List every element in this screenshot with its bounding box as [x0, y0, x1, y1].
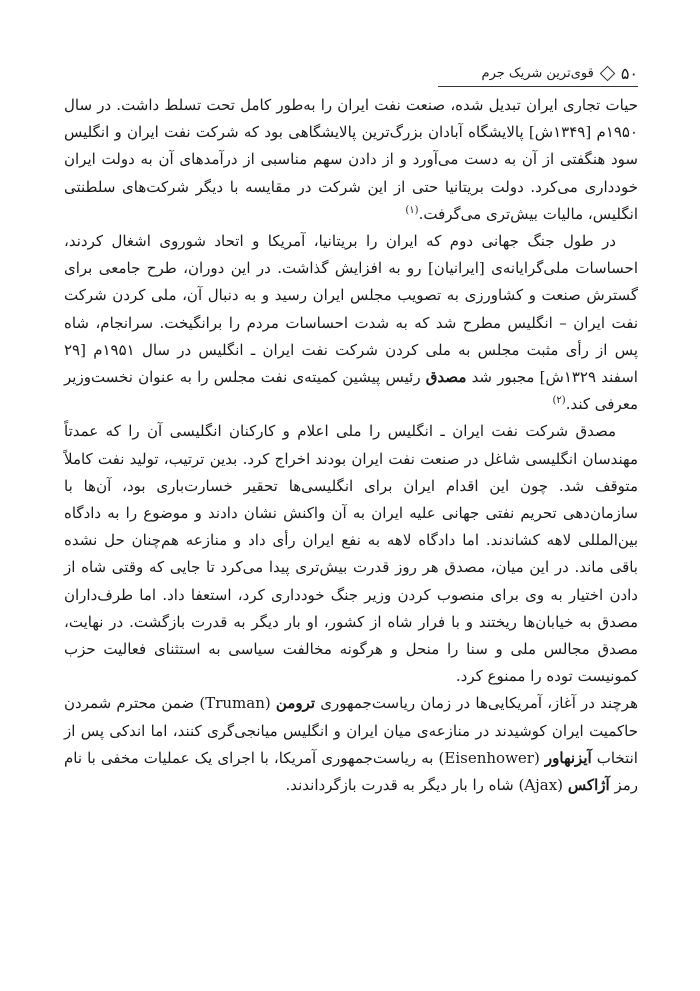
paragraph-2-text-after: رئیس پیشین کمیته‌ی نفت مجلس را به عنوان نخست‌وزیر معرفی کند.: [64, 368, 638, 414]
paragraph-4-part-3: به ریاست‌جمهوری آمریکا، با اجرای یک عملیات مخفی با نام رمز: [64, 748, 638, 795]
bold-name-mosaddegh: مصدق: [425, 368, 467, 387]
paragraph-4: [64, 690, 638, 799]
paragraph-3: [64, 418, 638, 690]
paragraph-4-part-1: هرچند در آغاز، آمریکایی‌ها در زمان ریاست‌جمهوری: [320, 694, 638, 713]
bold-name-eisenhower: آیزنهاور: [544, 748, 592, 767]
footnote-ref-2: (۲): [552, 395, 566, 407]
paragraph-4-part-4: شاه را بار دیگر به قدرت بازگرداندند.: [285, 776, 514, 795]
paragraph-2-text: در طول جنگ جهانی دوم که ایران را بریتانیا، آمریکا و اتحاد شوروی اشغال کردند، احساسات ملی‌گرایانه‌ی [ایرانیان] رو به افزایش گذاشت. در این دوران، طرح جامعی برای گسترش صنعت و کشاورزی به تصویب مجلس ایران رسید و به دنبال آن، ملی کردن شرکت نفت ایران – انگلیس مطرح شد که به شدت احساسات مردم را برانگیخت. سرانجام، شاه پس از رأی مثبت مجلس به ملی کردن شرکت نفت ایران ـ انگلیس در سال ۱۹۵۱م [۲۹ اسفند ۱۳۲۹ش] مجبور شد: [64, 232, 638, 387]
footnote-ref-1: (۱): [405, 204, 419, 216]
latin-name-truman: (Truman): [199, 694, 271, 713]
header-rule: [438, 86, 638, 87]
page-header: [418, 61, 638, 85]
paragraph-1: [64, 92, 638, 228]
paragraph-4-part-2: ضمن محترم شمردن حاکمیت ایران کوشیدند در منازعه‌ی میان ایران و انگلیس میانجی‌گری کنند، اما اندکی پس از انتخاب: [64, 694, 638, 767]
bold-name-truman: ترومن: [275, 694, 316, 713]
paragraph-3-text: مصدق شرکت نفت ایران ـ انگلیس را ملی اعلام و کارکنان انگلیسی آن را که عمدتاً مهندسان انگلیسی شاغل در صنعت نفت ایران بودند اخراج کرد. بدین ترتیب، تولید نفت کاملاً متوقف شد. چون این اقدام ایران برای انگلیسی‌ها تحقیر خسارت‌باری بود، آن‌ها با سازمان‌دهی تحریم نفتی جهانی علیه ایران به آن واکنش نشان دادند و موضوع را به دادگاه بین‌المللی لاهه کشاندند. اما دادگاه لاهه به نفع ایران رأی داد و منازعه هم‌چنان حل نشده باقی ماند. در این میان، مصدق هر روز قدرت بیش‌تری پیدا می‌کرد تا جایی که وقتی شاه از دادن اختیار به وی برای منصوب کردن وزیر جنگ خودداری کرد، استعفا داد. اما طرف‌داران مصدق به خیابان‌ها ریختند و با فرار شاه از کشور، او بار دیگر به قدرت بازگشت. در نهایت، مصدق مجالس ملی و سنا را منحل و هرگونه مخالفت سیاسی به استثنای فعالیت حزب کمونیست توده را ممنوع کرد.: [64, 422, 638, 686]
body-text: [64, 92, 638, 799]
paragraph-2: [64, 228, 638, 418]
bold-name-ajax: آژاکس: [567, 776, 610, 795]
latin-name-ajax: (Ajax): [518, 776, 564, 795]
running-title: قوی‌ترین شریک جرم: [481, 65, 594, 81]
latin-name-eisenhower: (Eisenhower): [438, 748, 540, 767]
paragraph-1-text: حیات تجاری ایران تبدیل شده، صنعت نفت ایران را به‌طور کامل تحت تسلط داشت. در سال ۱۹۵۰م [۱۳۴۹ش] پالایشگاه آبادان بزرگ‌ترین پالایشگاهی بود که شرکت نفت ایران و انگلیس سود هنگفتی از آن به دست می‌آورد و از دادن سهم مناسبی از درآمدهای آن به دولت ایران خودداری می‌کرد. دولت بریتانیا حتی از این شرکت در مقایسه با دیگر شرکت‌های سلطنتی انگلیس، مالیات بیش‌تری می‌گرفت.: [64, 96, 638, 223]
diamond-ornament-icon: [600, 65, 616, 81]
page-number: ۵۰: [620, 63, 638, 83]
